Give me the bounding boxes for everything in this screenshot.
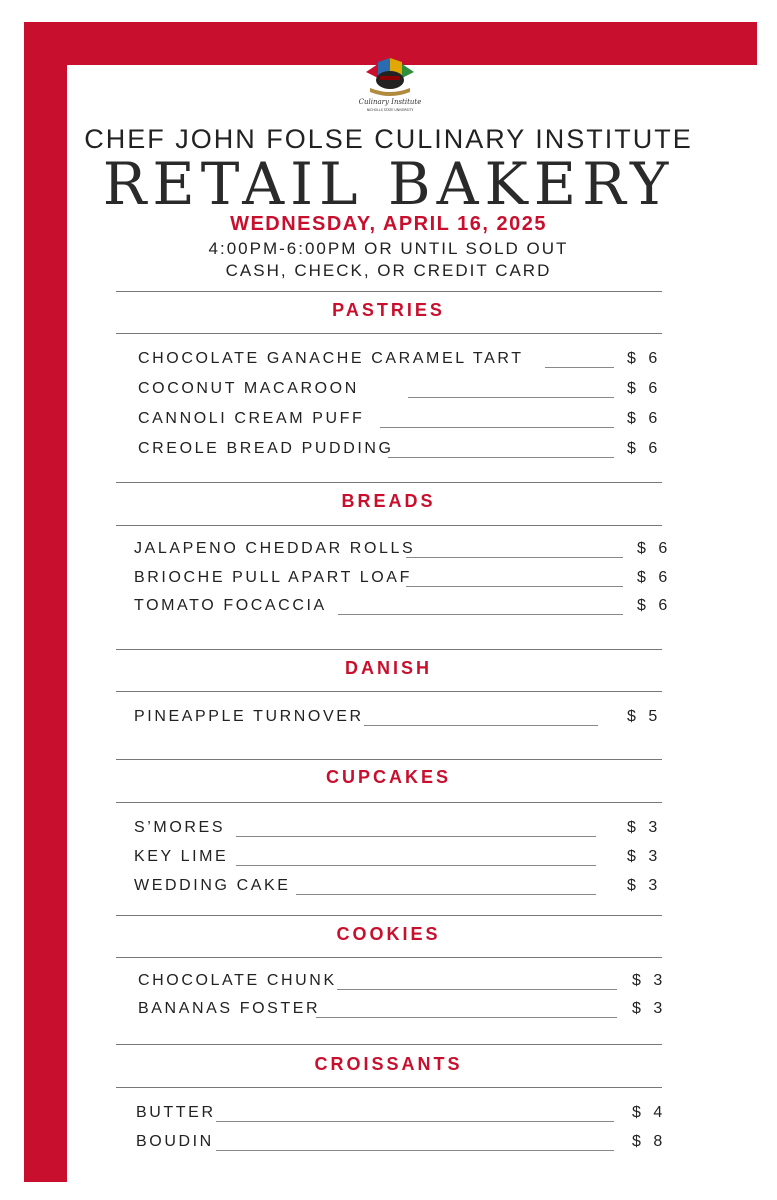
menu-item-price: $ 6 [627,410,662,427]
menu-item [136,1133,672,1155]
menu-item-name: COCONUT MACAROON [138,380,359,397]
cupcakes-heading: CUPCAKES [325,767,451,787]
pastries-heading: PASTRIES [332,300,445,320]
institute-name: CHEF JOHN FOLSE CULINARY INSTITUTE [84,124,693,154]
menu-item-price: $ 3 [632,972,667,989]
culinary-institute-logo [358,52,422,114]
breads-bottom-divider [116,525,662,526]
menu-item-price: $ 6 [637,569,672,586]
menu-item-price: $ 6 [627,350,662,367]
menu-item-leader-line [388,457,614,458]
menu-item [138,440,667,462]
menu-item-price: $ 6 [627,440,662,457]
menu-item-name: BUTTER [136,1104,216,1121]
menu-item-leader-line [216,1150,614,1151]
menu-item-price: $ 6 [637,540,672,557]
croissants-bottom-divider [116,1087,662,1088]
menu-item [138,1000,672,1022]
menu-item [134,848,667,870]
page-title: RETAIL BAKERY [102,150,675,218]
menu-item-leader-line [406,557,623,558]
menu-item [134,540,677,562]
menu-item-price: $ 5 [627,708,662,725]
menu-item [134,877,667,899]
danish-bottom-divider [116,691,662,692]
menu-item-leader-line [337,989,617,990]
menu-item-name: CHOCOLATE GANACHE CARAMEL TART [138,350,524,367]
menu-item-name: BRIOCHE PULL APART LOAF [134,569,412,586]
danish-top-divider [116,649,662,650]
menu-item [138,410,667,432]
menu-item [134,569,677,591]
breads-top-divider [116,482,662,483]
menu-item-leader-line [236,865,596,866]
pastries-top-divider [116,291,662,292]
cookies-heading: COOKIES [336,924,441,944]
menu-item-price: $ 8 [632,1133,667,1150]
menu-item-name: BANANAS FOSTER [138,1000,321,1017]
menu-item-leader-line [296,894,596,895]
menu-item-name: S’MORES [134,819,226,836]
cookies-bottom-divider [116,957,662,958]
menu-item-leader-line [406,586,623,587]
menu-item-price: $ 3 [627,848,662,865]
menu-item-name: WEDDING CAKE [134,877,291,894]
danish-heading: DANISH [344,658,432,678]
menu-item-leader-line [408,397,614,398]
menu-item [138,350,667,372]
menu-item-name: CHOCOLATE CHUNK [138,972,337,989]
menu-item-price: $ 4 [632,1104,667,1121]
menu-item [138,380,667,402]
menu-item-name: TOMATO FOCACCIA [134,597,327,614]
menu-item [136,1104,672,1126]
menu-item-price: $ 3 [627,819,662,836]
event-hours: 4:00PM-6:00PM OR UNTIL SOLD OUT [208,239,569,258]
menu-item [138,972,672,994]
menu-item-leader-line [316,1017,617,1018]
event-date: WEDNESDAY, APRIL 16, 2025 [230,213,547,235]
menu-item [134,819,667,841]
cupcakes-top-divider [116,759,662,760]
menu-item-price: $ 6 [627,380,662,397]
menu-item-leader-line [236,836,596,837]
menu-item-name: BOUDIN [136,1133,214,1150]
cupcakes-bottom-divider [116,802,662,803]
menu-item-name: CANNOLI CREAM PUFF [138,410,365,427]
menu-item-name: PINEAPPLE TURNOVER [134,708,364,725]
menu-item-price: $ 3 [627,877,662,894]
payment-methods: CASH, CHECK, OR CREDIT CARD [225,261,552,280]
pastries-bottom-divider [116,333,662,334]
menu-item-leader-line [545,367,614,368]
menu-item [134,597,677,619]
menu-item-price: $ 3 [632,1000,667,1017]
menu-item-leader-line [380,427,614,428]
breads-heading: BREADS [341,491,436,511]
menu-item-leader-line [364,725,598,726]
menu-item-price: $ 6 [637,597,672,614]
menu-item-name: CREOLE BREAD PUDDING [138,440,394,457]
menu-item-leader-line [216,1121,614,1122]
cookies-top-divider [116,915,662,916]
menu-item [134,708,667,730]
croissants-top-divider [116,1044,662,1045]
menu-item-leader-line [338,614,623,615]
svg-text:Culinary Institute: Culinary Institute [358,98,422,106]
svg-text:NICHOLLS STATE UNIVERSITY: NICHOLLS STATE UNIVERSITY [366,108,414,112]
menu-item-name: JALAPENO CHEDDAR ROLLS [134,540,416,557]
croissants-heading: CROISSANTS [314,1054,463,1074]
menu-item-name: KEY LIME [134,848,229,865]
